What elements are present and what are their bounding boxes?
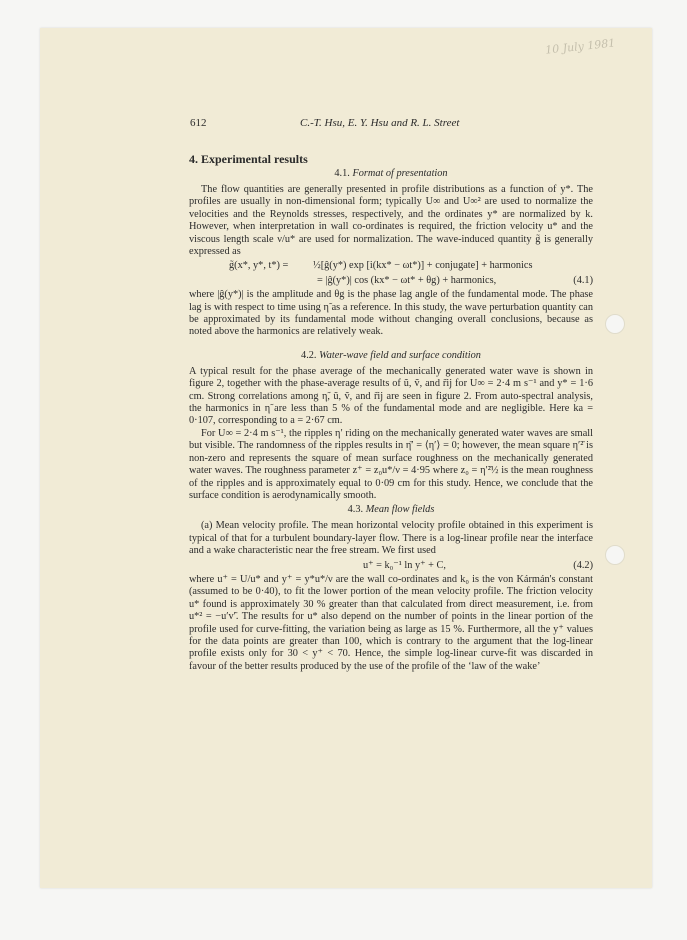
section-title: 4. Experimental results bbox=[189, 152, 308, 166]
subsection-number: 4.2. bbox=[301, 349, 317, 361]
equation-rhs: ½[ĝ(y*) exp [i(kx* − ωt*)] + conjugate] + harmonics bbox=[313, 260, 533, 272]
spacer bbox=[189, 339, 593, 348]
paragraph: The flow quantities are generally presented in profile distributions as a function of y*. The profiles are usually in non-dimensional form; typically U∞ and U∞² are used to normalize the velocities and the Reynolds stresses, respectively, and the ordinates y* are normalized by k. However, when interpretation in wall co-ordinates is required, the friction velocity u* and the viscous length scale ν/u* are used for normalization. The wave-induced quantity g̃ is generally expressed as bbox=[189, 184, 593, 258]
paragraph: where |ĝ(y*)| is the amplitude and θg is the phase lag angle of the fundamental mode. The phase lag is with respect to time using η̃ as a reference. In this study, the wave perturbation quantity can be approximated by its fundamental mode without changing overall conclusions, because as noted above the harmonics are relatively weak. bbox=[189, 289, 593, 338]
paragraph: where u⁺ = U/u* and y⁺ = y*u*/ν are the wall co-ordinates and k₀ is the von Kármán's constant (assumed to be 0·40), to fit the lower portion of the mean velocity profile. The friction velocity u* found is approximately 30 % greater than that calculated from direct measurement, i.e. from u*² = −u′v′̄. The results for u* also depend on the number of points in the linear portion of the profile used for curve-fitting, the variation being as large as 15 %. Furthermore, all the y⁺ values for the data points are greater than 100, which is contrary to the argument that the log-linear profile exists only for 30 < y⁺ < 70. Hence, the simple log-linear curve-fit was discarded in favour of the better results produced by the use of the profile of the ‘law of the wake’ bbox=[189, 573, 593, 672]
equation-rhs: = |ĝ(y*)| cos (kx* − ωt* + θg) + harmonics, bbox=[317, 274, 497, 286]
paragraph: (a) Mean velocity profile. The mean horizontal velocity profile obtained in this experiment is typical of that for a turbulent boundary-layer flow. There is a log-linear profile near the interface and a wake characteristic near the free stream. We first used bbox=[189, 520, 593, 557]
equation-4-1-line-2 bbox=[189, 275, 593, 287]
subsection-heading-4-1 bbox=[189, 168, 593, 180]
binder-hole-top bbox=[605, 314, 625, 334]
handwritten-note: 10 July 1981 bbox=[544, 36, 616, 57]
equation-4-1-line-1 bbox=[189, 260, 593, 272]
equation-number: (4.2) bbox=[573, 559, 593, 571]
subsection-heading-4-2 bbox=[189, 350, 593, 362]
binder-hole-bottom bbox=[605, 545, 625, 565]
subsection-heading-4-3 bbox=[189, 504, 593, 516]
subsection-title: Water-wave field and surface condition bbox=[319, 349, 481, 361]
paragraph: A typical result for the phase average of the mechanically generated water wave is shown in figure 2, together with the phase-average results of ũ, ṽ, and r̃ij for U∞ = 2·4 m s⁻¹ and y* = 1·6 cm. Strong correlations among η̃, ũ, ṽ, and r̃ij are seen in figure 2. From auto-spectral analysis, the harmonics in η̃ are less than 5 % of the fundamental mode and are negligible. Here ka = 0·107, corresponding to a = 2·67 cm. bbox=[189, 365, 593, 427]
equation-number: (4.1) bbox=[573, 274, 593, 286]
article-body bbox=[189, 152, 593, 673]
subsection-number: 4.3. bbox=[347, 504, 364, 516]
equation-4-2 bbox=[189, 560, 593, 572]
subsection-title: Mean flow fields bbox=[365, 504, 435, 516]
subsection-title: Format of presentation bbox=[352, 168, 448, 179]
page-number: 612 bbox=[190, 117, 207, 129]
running-head: C.-T. Hsu, E. Y. Hsu and R. L. Street bbox=[300, 117, 460, 129]
paragraph: For U∞ = 2·4 m s⁻¹, the ripples η′ riding on the mechanically generated water waves are small but visible. The randomness of the ripples results in η̄′ = ⟨η′⟩ = 0; however, the mean square η′²̄ is non-zero and represents the square of mean surface roughness on the mechanically generated water waves. The roughness parameter z⁺ = z₀u*/ν = 4·95 where z₀ = η′²̄½ is the mean roughness of the ripples and is approximately equal to 0·09 cm for this study. Hence, we conclude that the surface condition is aerodynamically smooth. bbox=[189, 427, 593, 501]
subsection-number: 4.1. bbox=[334, 168, 350, 179]
equation-body: u⁺ = k₀⁻¹ ln y⁺ + C, bbox=[363, 559, 446, 571]
equation-lhs: g̃(x*, y*, t*) = bbox=[229, 260, 289, 272]
